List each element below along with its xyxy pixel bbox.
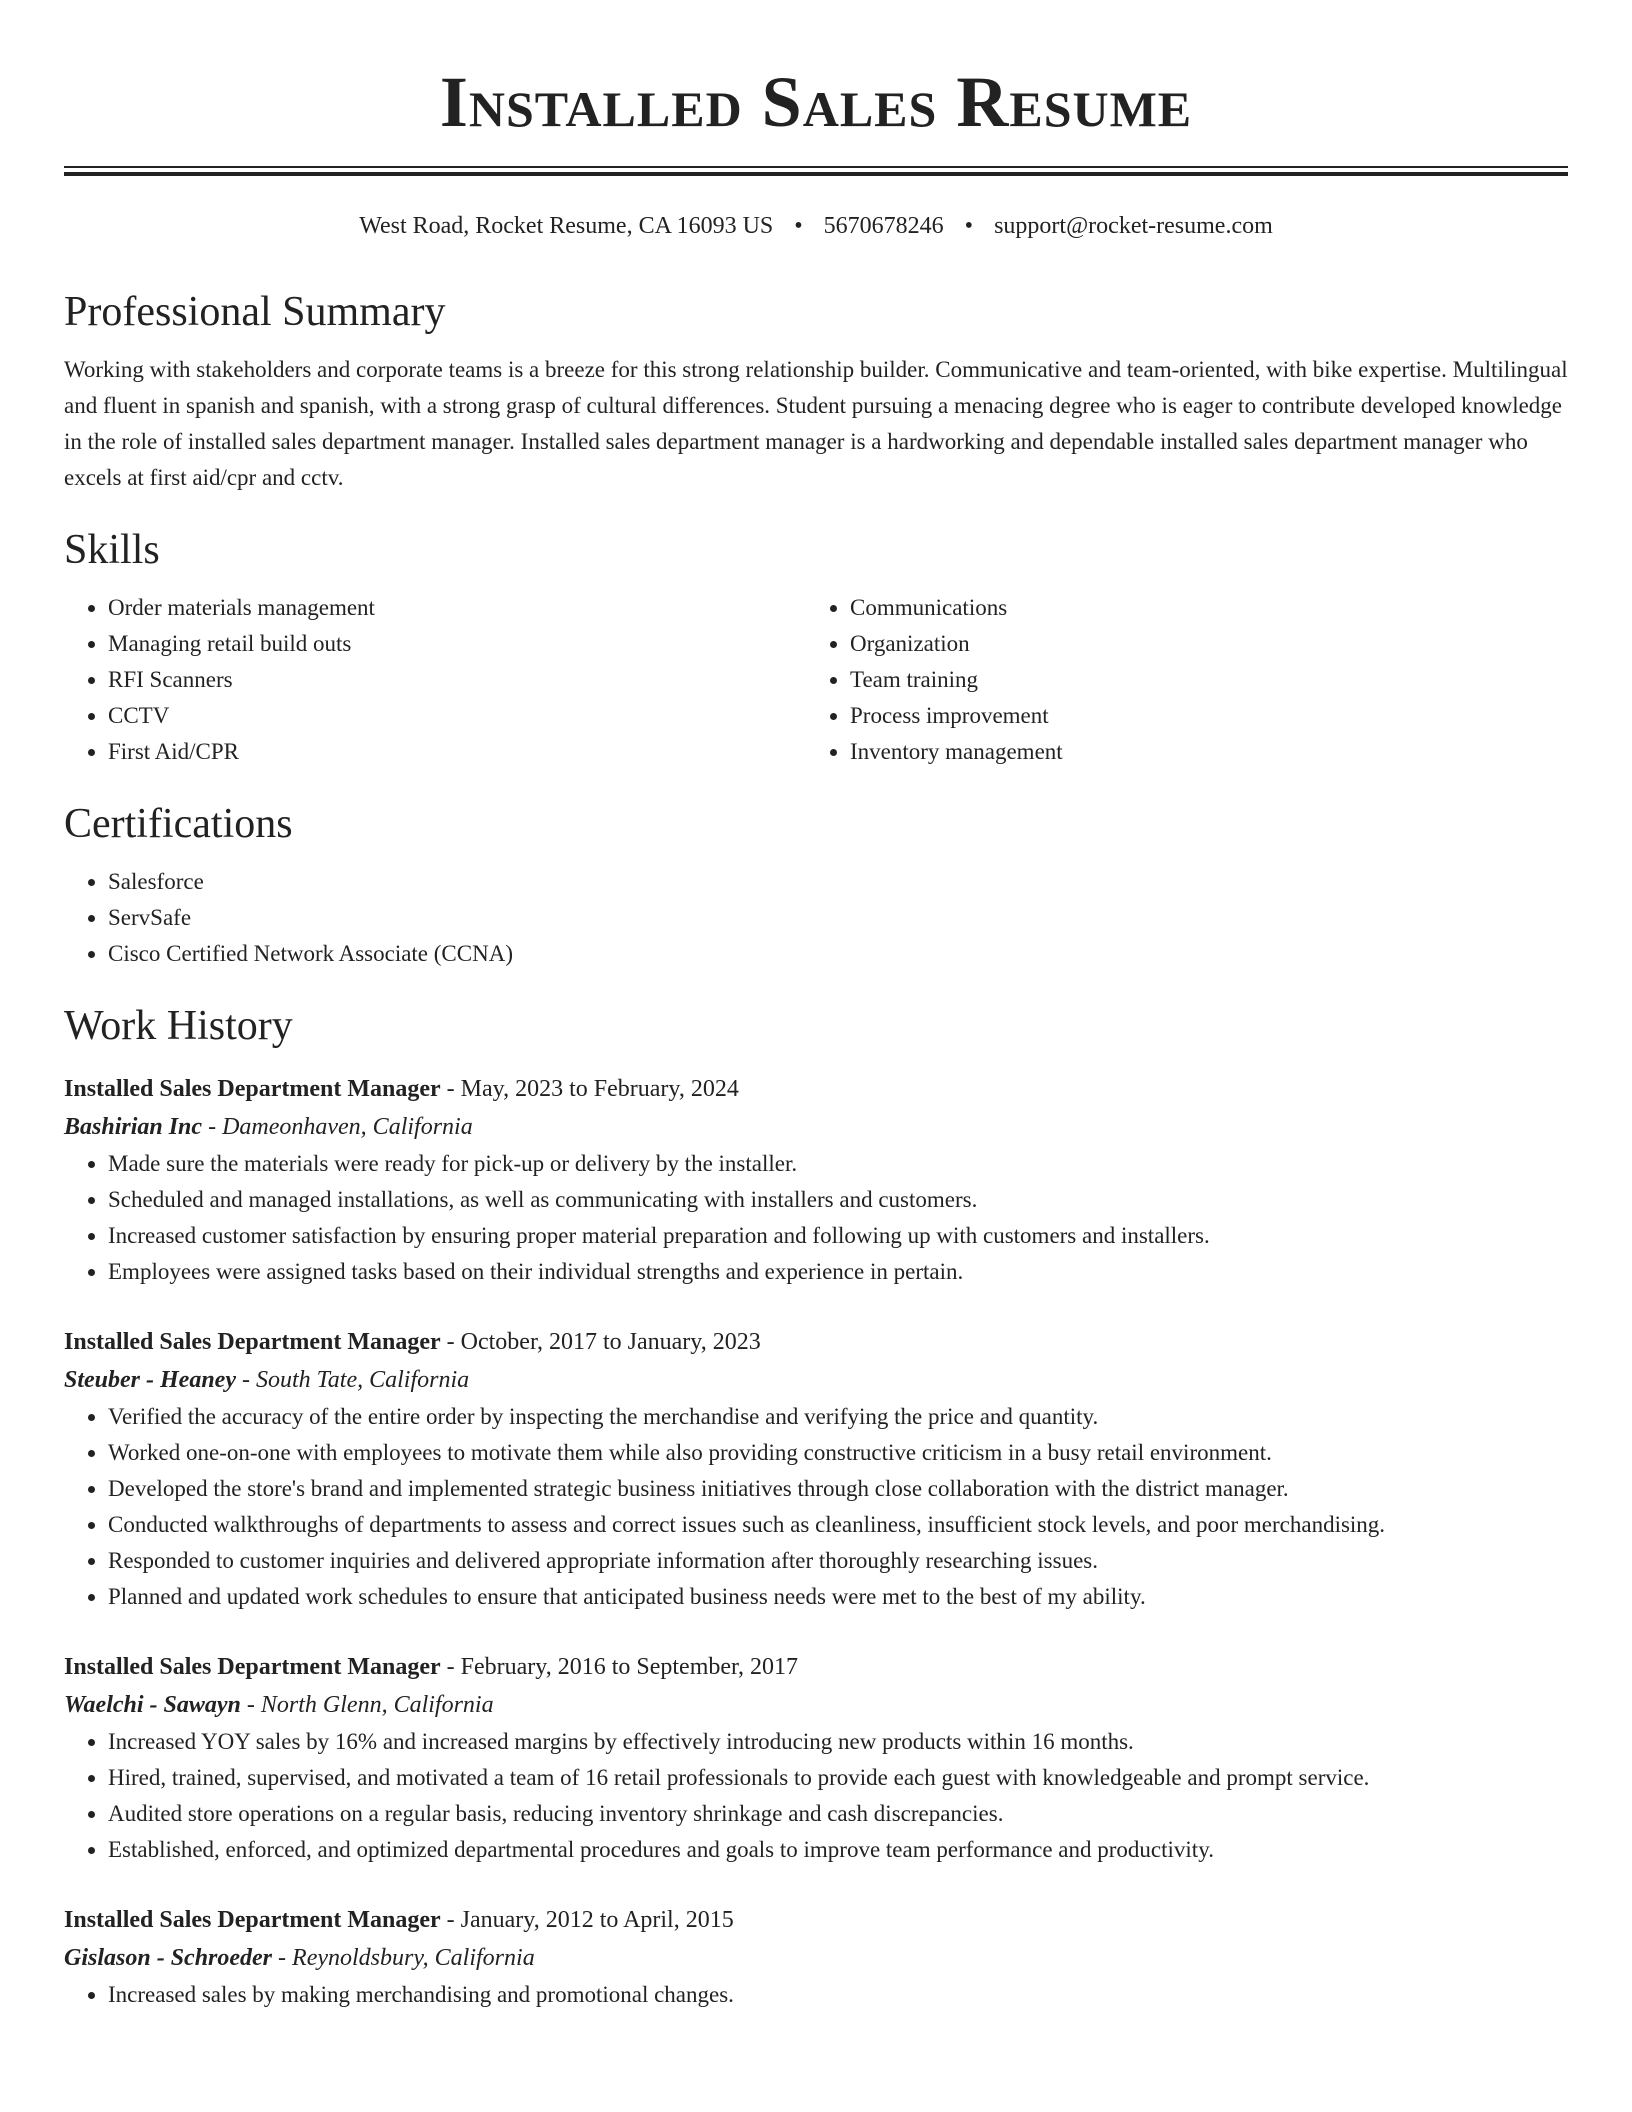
job-role: Installed Sales Department Manager: [64, 1329, 441, 1355]
resume-title: Installed Sales Resume: [439, 62, 1193, 142]
job-location: South Tate, California: [255, 1367, 470, 1393]
job-duty: • Worked one-on-one with employees to motivate them while also providing constructive criticism in a busy retail environment.: [108, 1435, 1568, 1471]
skill-item: • Communications: [850, 590, 1548, 626]
job-location: Dameonhaven, California: [222, 1114, 473, 1140]
skill-item: • Organization: [850, 626, 1548, 662]
job-duties: [64, 1399, 1568, 1615]
job-duty: • Made sure the materials were ready for pick-up or delivery by the installer.: [108, 1146, 1568, 1182]
job-duty: • Established, enforced, and optimized departmental procedures and goals to improve team performance and productivity.: [108, 1832, 1568, 1868]
summary-heading: Professional Summary: [64, 289, 446, 335]
job-dates: May, 2023 to February, 2024: [460, 1076, 739, 1102]
job-duty: • Hired, trained, supervised, and motivated a team of 16 retail professionals to provide each guest with knowledgeable and prompt service.: [108, 1760, 1568, 1796]
job-dates: February, 2016 to September, 2017: [460, 1654, 799, 1680]
job-role: Installed Sales Department Manager: [64, 1076, 441, 1102]
job-duty: • Increased customer satisfaction by ensuring proper material preparation and following up with customers and installers.: [108, 1218, 1568, 1254]
job-company: Gislason - Schroeder: [64, 1945, 273, 1971]
job-duty: • Verified the accuracy of the entire order by inspecting the merchandise and verifying the price and quantity.: [108, 1399, 1568, 1435]
job-duty: • Increased YOY sales by 16% and increased margins by effectively introducing new products within 16 months.: [108, 1724, 1568, 1760]
skill-item: • Managing retail build outs: [108, 626, 806, 662]
certification-item: • Cisco Certified Network Associate (CCNA): [108, 936, 1568, 972]
job-company-line: Waelchi - Sawayn - North Glenn, California: [64, 1692, 494, 1718]
contact-line: [64, 210, 1568, 242]
job-location: Reynoldsbury, California: [292, 1945, 535, 1971]
job-duty: • Increased sales by making merchandising and promotional changes.: [108, 1977, 1568, 2013]
skill-item: • First Aid/CPR: [108, 734, 806, 770]
job-company-line: Bashirian Inc - Dameonhaven, California: [64, 1114, 473, 1140]
job-duty: • Responded to customer inquiries and delivered appropriate information after thoroughly researching issues.: [108, 1543, 1568, 1579]
summary-text: Working with stakeholders and corporate teams is a breeze for this strong relationship builder. Communicative and team-oriented, with bike expertise. Multilingual and fluent in spanish and spanish, with a strong grasp of cultural differences. Student pursuing a menacing degree who is eager to contribute developed knowledge in the role of installed sales department manager. Installed sales department manager is a hardworking and dependable installed sales department manager who excels at first aid/cpr and cctv.: [64, 357, 1568, 490]
skill-item: • Order materials management: [108, 590, 806, 626]
skill-item: • CCTV: [108, 698, 806, 734]
job-company: Waelchi - Sawayn: [64, 1692, 241, 1718]
job-header: Installed Sales Department Manager - May, 2023 to February, 2024: [64, 1076, 739, 1102]
skill-item: • Inventory management: [850, 734, 1548, 770]
job-entry: [64, 1323, 1568, 1615]
job-entry: [64, 1070, 1568, 1290]
job-duty: • Employees were assigned tasks based on their individual strengths and experience in pertain.: [108, 1254, 1568, 1290]
job-dates: October, 2017 to January, 2023: [460, 1329, 761, 1355]
job-company: Steuber - Heaney: [64, 1367, 236, 1393]
job-company-line: Steuber - Heaney - South Tate, California: [64, 1367, 470, 1393]
contact-email: support@rocket-resume.com: [994, 213, 1273, 239]
job-duty: • Planned and updated work schedules to ensure that anticipated business needs were met to the best of my ability.: [108, 1579, 1568, 1615]
job-location: North Glenn, California: [260, 1692, 494, 1718]
skills-heading: Skills: [64, 527, 160, 573]
job-header: Installed Sales Department Manager - February, 2016 to September, 2017: [64, 1654, 799, 1680]
job-header: Installed Sales Department Manager - January, 2012 to April, 2015: [64, 1907, 734, 1933]
skills-column-right: [806, 590, 1548, 770]
certifications-list: [64, 864, 1568, 972]
skill-item: • RFI Scanners: [108, 662, 806, 698]
resume-page: [64, 0, 1568, 2013]
job-duties: [64, 1724, 1568, 1868]
job-duties: [64, 1146, 1568, 1290]
contact-separator: •: [964, 213, 974, 239]
skill-item: • Process improvement: [850, 698, 1548, 734]
job-company-line: Gislason - Schroeder - Reynoldsbury, California: [64, 1945, 535, 1971]
job-role: Installed Sales Department Manager: [64, 1907, 441, 1933]
job-duty: • Conducted walkthroughs of departments to assess and correct issues such as cleanliness, insufficient stock levels, and poor merchandising.: [108, 1507, 1568, 1543]
skill-item: • Team training: [850, 662, 1548, 698]
job-duty: • Audited store operations on a regular basis, reducing inventory shrinkage and cash discrepancies.: [108, 1796, 1568, 1832]
job-role: Installed Sales Department Manager: [64, 1654, 441, 1680]
job-entry: [64, 1648, 1568, 1868]
certification-item: • ServSafe: [108, 900, 1568, 936]
job-duty: • Developed the store's brand and implemented strategic business initiatives through close collaboration with the district manager.: [108, 1471, 1568, 1507]
certifications-heading: Certifications: [64, 801, 293, 847]
job-dates: January, 2012 to April, 2015: [460, 1907, 734, 1933]
job-company: Bashirian Inc: [64, 1114, 203, 1140]
skills-column-left: [64, 590, 806, 770]
job-duty: • Scheduled and managed installations, as well as communicating with installers and customers.: [108, 1182, 1568, 1218]
certification-item: • Salesforce: [108, 864, 1568, 900]
job-entry: [64, 1901, 1568, 2013]
job-header: Installed Sales Department Manager - October, 2017 to January, 2023: [64, 1329, 761, 1355]
title-divider: [64, 166, 1568, 176]
skills-list: [64, 590, 1568, 770]
work-history-heading: Work History: [64, 1003, 293, 1049]
job-duties: [64, 1977, 1568, 2013]
contact-phone: 5670678246: [823, 213, 944, 239]
contact-address: West Road, Rocket Resume, CA 16093 US: [359, 213, 774, 239]
contact-separator: •: [794, 213, 803, 239]
